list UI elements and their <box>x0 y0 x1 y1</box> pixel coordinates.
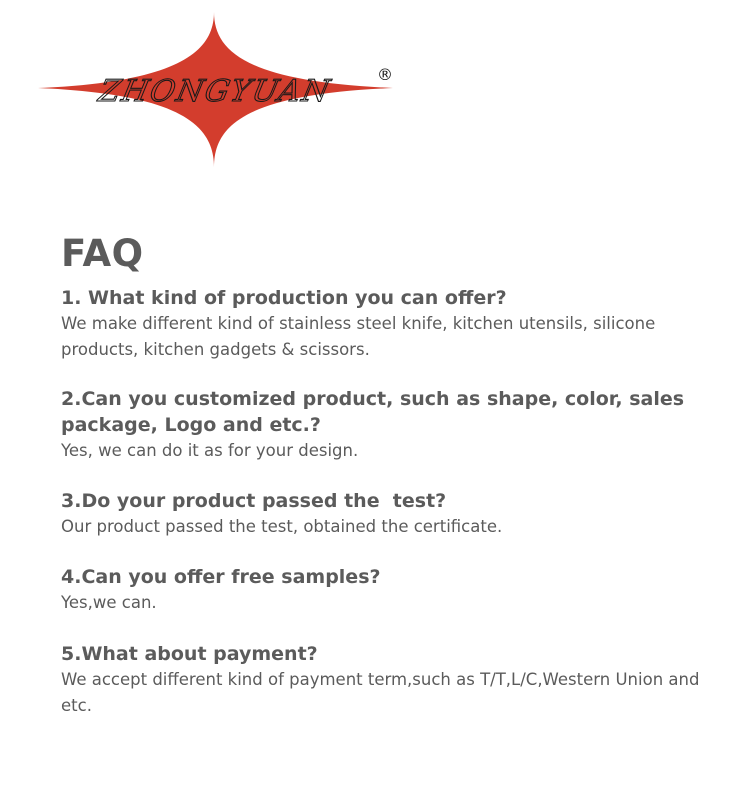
faq-question: 5.What about payment? <box>61 643 318 665</box>
faq-answer: Yes, we can do it as for your design. <box>61 441 359 460</box>
faq-item <box>61 285 711 363</box>
registered-mark: ® <box>377 65 393 84</box>
faq-question: 1. What kind of production you can offer? <box>61 287 507 309</box>
faq-item <box>61 564 381 616</box>
faq-item <box>61 488 502 540</box>
faq-question: 4.Can you offer free samples? <box>61 566 381 588</box>
faq-item <box>61 386 711 464</box>
faq-heading: FAQ <box>61 232 144 275</box>
zhongyuan-logo <box>38 12 398 172</box>
faq-answer: Our product passed the test, obtained the certificate. <box>61 517 503 536</box>
faq-answer: We make different kind of stainless steel knife, kitchen utensils, silicone products, kitchen gadgets & scissors. <box>61 314 656 359</box>
faq-question: 3.Do your product passed the test? <box>61 490 447 512</box>
faq-item <box>61 641 711 719</box>
logo-script-text: ZHONGYUAN <box>95 74 335 109</box>
faq-answer: We accept different kind of payment term,such as T/T,L/C,Western Union and etc. <box>61 670 700 715</box>
faq-answer: Yes,we can. <box>61 593 157 612</box>
faq-question: 2.Can you customized product, such as shape, color, sales package, Logo and etc.? <box>61 388 691 436</box>
